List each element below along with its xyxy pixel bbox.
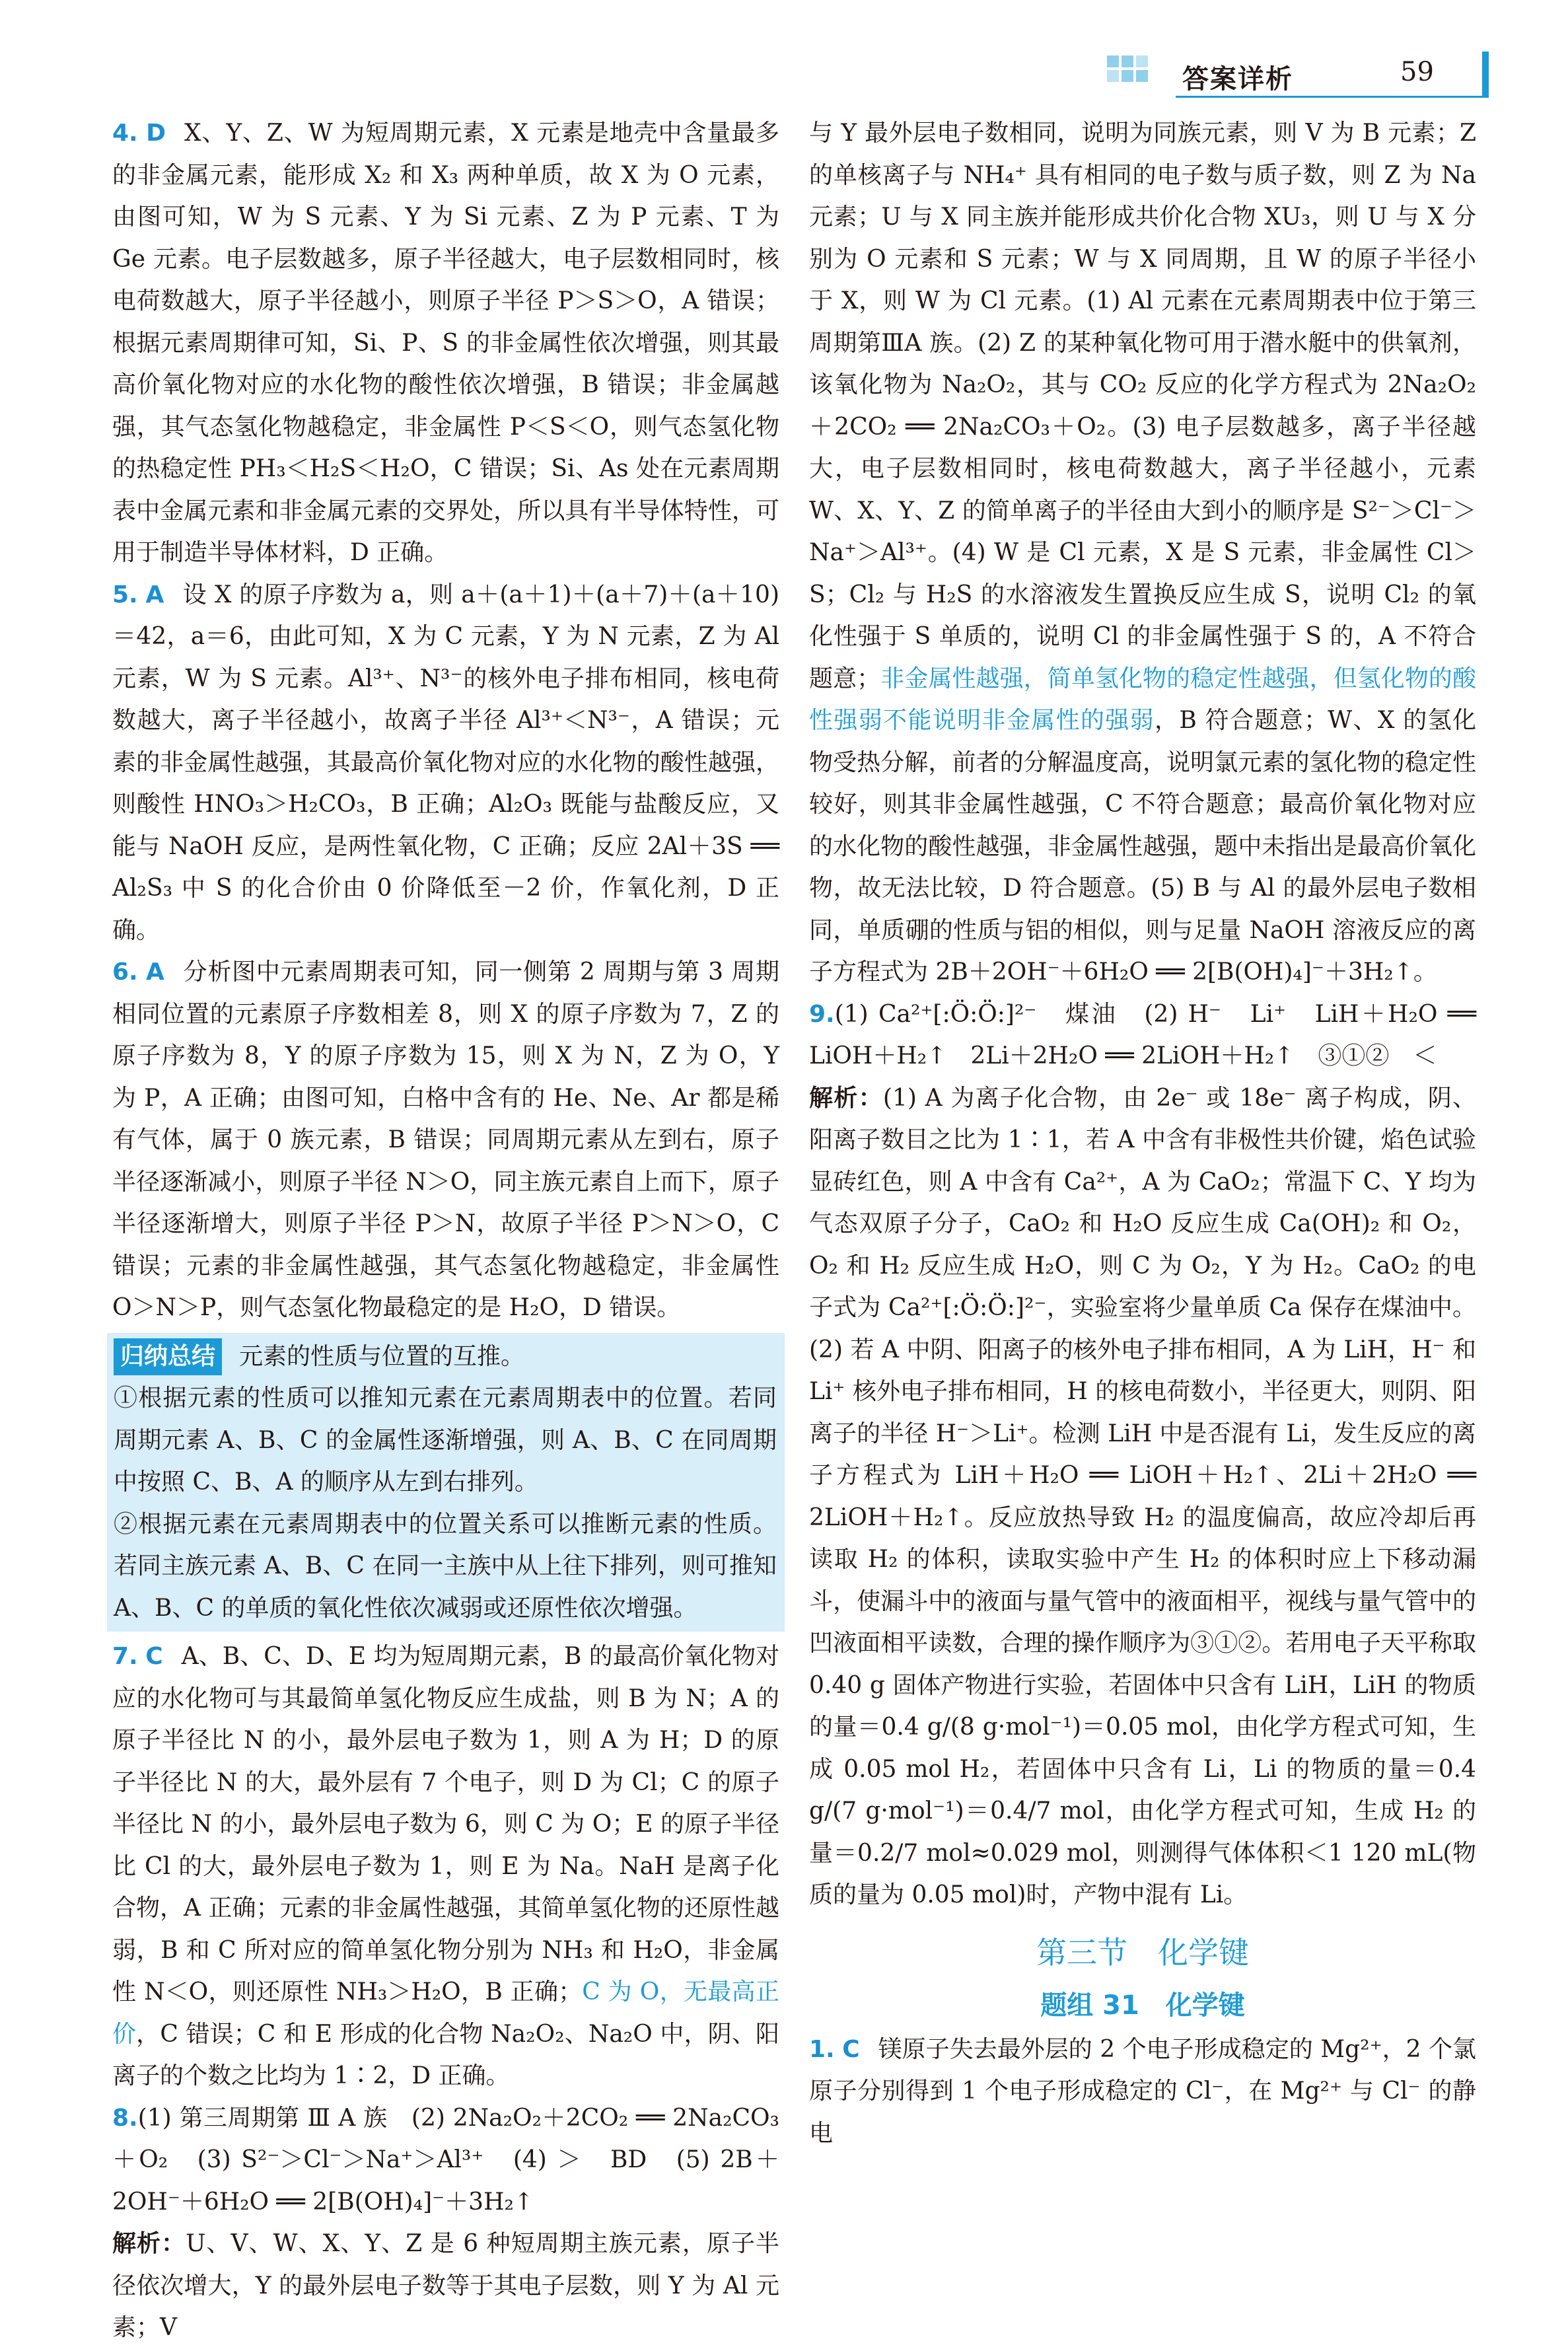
answer-letter: C bbox=[842, 2035, 860, 2063]
analysis-label: 解析： bbox=[809, 1083, 883, 1112]
question-9-analysis bbox=[809, 1077, 1476, 1916]
question-8 bbox=[112, 2097, 779, 2223]
question-number: 5. bbox=[112, 581, 138, 608]
question-text: ，C 错误；C 和 E 形成的化合物 Na₂O₂、Na₂O 中，阴、阳离子的个数之比均为 1∶2，D 正确。 bbox=[112, 2020, 779, 2089]
page-number: 59 bbox=[1400, 57, 1434, 87]
answer-letter: D bbox=[146, 120, 166, 147]
question-text: A、B、C、D、E 均为短周期元素，B 的最高价氧化物对应的水化物可与其最简单氢化物反应生成盐，则 B 为 N；A 的原子半径比 N 的小，最外层电子数为 1，则 A 为 H；D 的原子半径比 N 的大，最外层有 7 个电子，则 D 为 Cl；C 的原子半径比 N 的小，最外层电子数为 6，则 C 为 O；E 的原子半径比 Cl 的大，最外层电子数为 1，则 E 为 Na。NaH 是离子化合物，A 正确；元素的非金属性越强，其简单氢化物的还原性越弱，B 和 C 所对应的简单氢化物分别为 NH₃ 和 H₂O，非金属性 N＜O，则还原性 NH₃＞H₂O，B 正确； bbox=[112, 1643, 779, 2006]
question-number: 7. bbox=[112, 1643, 138, 1670]
header-decoration-icon bbox=[1107, 55, 1160, 91]
analysis-text: (1) A 为离子化合物，由 2e⁻ 或 18e⁻ 离子构成，阴、阳离子数目之比为 1∶1，若 A 中含有非极性共价键，焰色试验显砖红色，则 A 中含有 Ca²⁺，A 为 CaO₂；常温下 C、Y 均为气态双原子分子，CaO₂ 和 H₂O 反应生成 Ca(OH)₂ 和 O₂，O₂ 和 H₂ 反应生成 H₂O，则 C 为 O₂，Y 为 H₂。CaO₂ 的电子式为 Ca²⁺[:Ö:Ö:]²⁻，实验室将少量单质 Ca 保存在煤油中。(2) 若 A 中阴、阳离子的核外电子排布相同，A 为 LiH，H⁻ 和 Li⁺ 核外电子排布相同，H 的核电荷数小，半径更大，则阴、阳离子的半径 H⁻＞Li⁺。检测 LiH 中是否混有 Li，发生反应的离子方程式为 LiH＋H₂O ══ LiOH＋H₂↑、2Li＋2H₂O ══ 2LiOH＋H₂↑。反应放热导致 H₂ 的温度偏高，故应冷却后再读取 H₂ 的体积，读取实验中产生 H₂ 的体积时应上下移动漏斗，使漏斗中的液面与量气管中的液面相平，视线与量气管中的凹液面相平读数，合理的操作顺序为③①②。若用电子天平称取 0.40 g 固体产物进行实验，若固体中只含有 LiH，LiH 的物质的量＝0.4 g/(8 g·mol⁻¹)＝0.05 mol，由化学方程式可知，生成 0.05 mol H₂，若固体中只含有 Li，Li 的物质的量＝0.4 g/(7 g·mol⁻¹)＝0.4/7 mol，由化学方程式可知，生成 H₂ 的量＝0.2/7 mol≈0.029 mol，则测得气体体积＜1 120 mL(物质的量为 0.05 mol)时，产物中混有 Li。 bbox=[809, 1084, 1476, 1908]
page-header bbox=[1096, 46, 1489, 99]
right-column bbox=[809, 112, 1476, 2154]
question-1 bbox=[809, 2029, 1476, 2155]
question-text: 分析图中元素周期表可知，同一侧第 2 周期与第 3 周期相同位置的元素原子序数相差 8，则 X 的原子序数为 7，Z 的原子序数为 8，Y 的原子序数为 15，则 X 为 N，Z 为 O，Y 为 P，A 正确；由图可知，白格中含有的 He、Ne、Ar 都是稀有气体，属于 0 族元素，B 错误；同周期元素从左到右，原子半径逐渐减小，则原子半径 N＞O，同主族元素自上而下，原子半径逐渐增大，则原子半径 P＞N，故原子半径 P＞N＞O，C 错误；元素的非金属性越强，其气态氢化物越稳定，非金属性 O＞N＞P，则气态氢化物最稳定的是 H₂O，D 错误。 bbox=[112, 958, 779, 1321]
summary-item: ②根据元素在元素周期表中的位置关系可以推断元素的性质。若同主族元素 A、B、C 在同一主族中从上往下排列，则可推知 A、B、C 的单质的氧化性依次减弱或还原性依次增强。 bbox=[114, 1510, 777, 1622]
question-6 bbox=[112, 951, 779, 1329]
group-title: 题组 31 化学键 bbox=[1040, 1990, 1245, 2021]
summary-title: 元素的性质与位置的互推。 bbox=[239, 1342, 525, 1370]
question-number: 8. bbox=[112, 2104, 138, 2132]
header-divider bbox=[1176, 96, 1489, 98]
analysis-text: 与 Y 最外层电子数相同，说明为同族元素，则 V 为 B 元素；Z 的单核离子与 NH₄⁺ 具有相同的电子数与质子数，则 Z 为 Na 元素；U 与 X 同主族并能形成共价化合物 XU₃，则 U 与 X 分别为 O 元素和 S 元素；W 与 X 同周期，且 W 的原子半径小于 X，则 W 为 Cl 元素。(1) Al 元素在元素周期表中位于第三周期第ⅢA 族。(2) Z 的某种氧化物可用于潜水艇中的供氧剂，该氧化物为 Na₂O₂，其与 CO₂ 反应的化学方程式为 2Na₂O₂＋2CO₂ ══ 2Na₂CO₃＋O₂。(3) 电子层数越多，离子半径越大，电子层数相同时，核电荷数越大，离子半径越小，元素 W、X、Y、Z 的简单离子的半径由大到小的顺序是 S²⁻＞Cl⁻＞Na⁺＞Al³⁺。(4) W 是 Cl 元素，X 是 S 元素，非金属性 Cl＞S；Cl₂ 与 H₂S 的水溶液发生置换反应生成 S，说明 Cl₂ 的氧化性强于 S 单质的，说明 Cl 的非金属性强于 S 的，A 不符合题意； bbox=[809, 120, 1476, 692]
analysis-text: ，B 符合题意；W、X 的氢化物受热分解，前者的分解温度高，说明氯元素的氢化物的稳定性较好，则其非金属性越强，C 不符合题意；最高价氧化物对应的水化物的酸性越强，非金属性越强，题中未指出是最高价氧化物，故无法比较，D 符合题意。(5) B 与 Al 的最外层电子数相同，单质硼的性质与铝的相似，则与足量 NaOH 溶液反应的离子方程式为 2B＋2OH⁻＋6H₂O ══ 2[B(OH)₄]⁻＋3H₂↑。 bbox=[809, 707, 1476, 986]
summary-item: ①根据元素的性质可以推知元素在元素周期表中的位置。若同周期元素 A、B、C 的金属性逐渐增强，则 A、B、C 在同周期中按照 C、B、A 的顺序从左到右排列。 bbox=[114, 1385, 777, 1496]
highlighted-text: C 为 O，无最高正价 bbox=[112, 1978, 779, 2048]
answer-letter: A bbox=[145, 581, 164, 608]
analysis-label: 解析： bbox=[112, 2229, 186, 2257]
summary-tag: 归纳总结 bbox=[114, 1338, 222, 1375]
question-number: 1. bbox=[809, 2035, 835, 2063]
question-number: 9. bbox=[809, 1000, 835, 1028]
section-title: 第三节 化学键 bbox=[1036, 1934, 1249, 1970]
question-9 bbox=[809, 994, 1476, 1077]
answer-text: (1) 第三周期第 Ⅲ A 族 (2) 2Na₂O₂＋2CO₂ ══ 2Na₂CO₃＋O₂ (3) S²⁻＞Cl⁻＞Na⁺＞Al³⁺ (4) ＞ BD (5) 2B＋2OH⁻＋6H₂O ══ 2[B(OH)₄]⁻＋3H₂↑ bbox=[112, 2104, 779, 2216]
answer-letter: A bbox=[145, 958, 164, 986]
answer-letter: C bbox=[145, 1643, 163, 1670]
question-text: 设 X 的原子序数为 a，则 a＋(a＋1)＋(a＋7)＋(a＋10)＝42，a＝6，由此可知，X 为 C 元素，Y 为 N 元素，Z 为 Al 元素，W 为 S 元素。Al³⁺、N³⁻的核外电子排布相同，核电荷数越大，离子半径越小，故离子半径 Al³⁺＜N³⁻，A 错误；元素的非金属性越强，其最高价氧化物对应的水化物的酸性越强，则酸性 HNO₃＞H₂CO₃，B 正确；Al₂O₃ 既能与盐酸反应，又能与 NaOH 反应，是两性氧化物，C 正确；反应 2Al＋3S ══ Al₂S₃ 中 S 的化合价由 0 价降低至－2 价，作氧化剂，D 正确。 bbox=[112, 581, 779, 944]
question-text: X、Y、Z、W 为短周期元素，X 元素是地壳中含量最多的非金属元素，能形成 X₂ 和 X₃ 两种单质，故 X 为 O 元素，由图可知，W 为 S 元素、Y 为 Si 元素、Z 为 P 元素、T 为 Ge 元素。电子层数越多，原子半径越大，电子层数相同时，核电荷数越大，原子半径越小，则原子半径 P＞S＞O，A 错误；根据元素周期律可知，Si、P、S 的非金属性依次增强，则其最高价氧化物对应的水化物的酸性依次增强，B 错误；非金属越强，其气态氢化物越稳定，非金属性 P＜S＜O，则气态氢化物的热稳定性 PH₃＜H₂S＜H₂O，C 错误；Si、As 处在元素周期表中金属元素和非金属元素的交界处，所以具有半导体特性，可用于制造半导体材料，D 正确。 bbox=[112, 120, 779, 566]
question-text: 镁原子失去最外层的 2 个电子形成稳定的 Mg²⁺，2 个氯原子分别得到 1 个电子形成稳定的 Cl⁻，在 Mg²⁺ 与 Cl⁻ 的静电 bbox=[809, 2035, 1476, 2147]
header-title: 答案详析 bbox=[1182, 64, 1293, 94]
question-8-analysis-continued bbox=[809, 112, 1476, 994]
answer-text: (1) Ca²⁺[:Ö:Ö:]²⁻ 煤油 (2) H⁻ Li⁺ LiH＋H₂O ══ LiOH＋H₂↑ 2Li＋2H₂O ══ 2LiOH＋H₂↑ ③①② ＜ bbox=[809, 1000, 1476, 1069]
highlighted-text: 非金属性越强，简单氢化物的稳定性越强，但氢化物的酸性强弱不能说明非金属性的强弱 bbox=[809, 665, 1476, 734]
question-7 bbox=[112, 1636, 779, 2097]
question-4 bbox=[112, 112, 779, 574]
question-number: 4. bbox=[112, 120, 138, 147]
question-8-analysis bbox=[112, 2223, 779, 2349]
left-column bbox=[112, 112, 779, 2349]
summary-box bbox=[107, 1333, 785, 1632]
header-bar bbox=[1482, 52, 1489, 98]
analysis-text: U、V、W、X、Y、Z 是 6 种短周期主族元素，原子半径依次增大，Y 的最外层电子数等于其电子层数，则 Y 为 Al 元素；V bbox=[112, 2230, 779, 2341]
question-5 bbox=[112, 574, 779, 952]
question-number: 6. bbox=[112, 958, 138, 986]
